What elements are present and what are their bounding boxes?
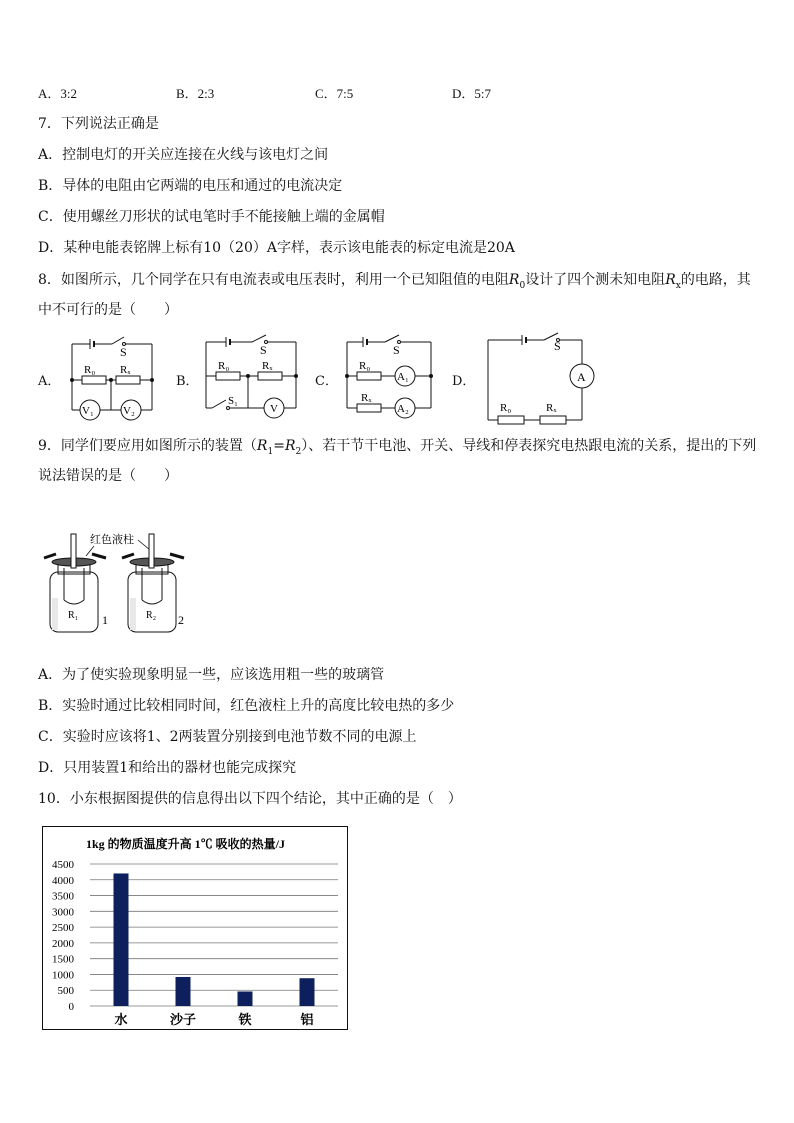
y-tick-label: 1000: [52, 969, 74, 982]
circuit-c: [343, 330, 435, 422]
y-tick-label: 4000: [52, 874, 74, 887]
jar2-number: 2: [178, 613, 184, 627]
circuit-c-label: C．: [315, 374, 338, 389]
circuit-b-label: B．: [176, 374, 199, 389]
bar-0: [114, 873, 129, 1006]
y-tick-label: 2500: [52, 922, 74, 935]
jars-figure: [40, 528, 190, 640]
circuit-d-rx-label: Rₓ: [546, 402, 557, 414]
q10-stem: 10．小东根据图提供的信息得出以下四个结论，其中正确的是（ ）: [38, 791, 462, 807]
q9-option-b: B．实验时通过比较相同时间，红色液柱上升的高度比较电热的多少: [38, 698, 455, 714]
circuit-c-a1: A₁: [397, 371, 409, 383]
circuit-a-r0-label: R₀: [84, 364, 96, 376]
circuit-a-rx-label: Rₓ: [120, 364, 131, 376]
circuit-c-switch-label: S: [393, 343, 400, 357]
q7-option-d: D．某种电能表铭牌上标有10（20）A字样，表示该电能表的标定电流是20A: [38, 240, 515, 256]
q9-stem: 9．同学们要应用如图所示的装置$(R_1=R_2)$、若干节干电池、开关、导线和停表探究电热跟电流的关系，提出的下列: [38, 438, 757, 457]
q8-stem: 8．如图所示，几个同学在只有电流表或电压表时，利用一个已知阻值的电阻$R_0$设计了四个测未知电阻$R_x$的电路，其: [38, 272, 751, 291]
bar-1: [176, 977, 191, 1006]
circuit-b-v: V: [270, 403, 278, 415]
y-tick-label: 3000: [52, 906, 74, 919]
jar2-resistor: R₂: [146, 610, 157, 621]
q7-option-c: C．使用螺丝刀形状的试电笔时手不能接触上端的金属帽: [38, 209, 385, 225]
q8-stem-line2: 中不可行的是（ ）: [38, 302, 178, 318]
q7-option-a: A．控制电灯的开关应连接在火线与该电灯之间: [38, 147, 329, 163]
circuit-a-v1: V₁: [82, 405, 94, 417]
circuit-b-rx-label: Rₓ: [262, 360, 273, 372]
circuit-c-r0-label: R₀: [359, 360, 371, 372]
x-category-label: 水: [114, 1012, 128, 1027]
bar-3: [300, 978, 315, 1006]
q6-option-a: A．3:2: [38, 86, 78, 101]
bar-2: [238, 991, 253, 1006]
q7-stem: 7．下列说法正确是: [38, 116, 159, 132]
circuit-d-a: A: [577, 370, 586, 384]
x-category-label: 沙子: [169, 1012, 197, 1027]
jar1-number: 1: [102, 613, 108, 627]
circuit-a-v2: V₂: [123, 405, 135, 417]
y-tick-label: 3500: [52, 890, 74, 903]
circuit-a-label: A．: [38, 374, 61, 389]
red-liquid-label: 红色液柱: [90, 534, 134, 546]
circuit-d-switch-label: S: [554, 339, 561, 353]
circuit-d: [484, 330, 596, 426]
circuit-b: [202, 330, 302, 422]
y-tick-label: 0: [68, 1001, 74, 1013]
circuit-b-switch-label: S: [260, 343, 267, 357]
jar1-resistor: R₁: [68, 610, 79, 621]
q9-stem-line2: 说法错误的是（ ）: [38, 468, 178, 484]
circuit-c-a2: A₂: [397, 403, 409, 415]
circuit-a-switch-label: S: [120, 345, 127, 359]
y-tick-label: 2000: [52, 937, 74, 950]
q9-option-d: D．只用装置1和给出的器材也能完成探究: [38, 760, 297, 776]
circuit-b-s1-label: S₁: [228, 395, 238, 407]
q7-option-b: B．导体的电阻由它两端的电压和通过的电流决定: [38, 178, 343, 194]
chart-title: 1kg 的物质温度升高 1℃ 吸收的热量/J: [86, 837, 286, 851]
q9-option-a: A．为了使实验现象明显一些，应该选用粗一些的玻璃管: [38, 667, 385, 683]
y-tick-label: 4500: [52, 859, 74, 871]
q6-option-d: D．5:7: [452, 86, 492, 101]
y-tick-label: 500: [57, 985, 74, 998]
circuit-c-rx-label: Rₓ: [361, 392, 372, 404]
circuit-b-r0-label: R₀: [218, 360, 230, 372]
circuit-d-label: D．: [452, 374, 476, 389]
circuit-d-r0-label: R₀: [500, 402, 512, 414]
x-category-label: 铝: [300, 1012, 314, 1027]
q6-option-c: C．7:5: [315, 86, 354, 101]
circuit-a: [66, 330, 158, 422]
x-category-label: 铁: [238, 1012, 252, 1027]
q9-option-c: C．实验时应该将1、2两装置分别接到电池节数不同的电源上: [38, 729, 417, 745]
q6-option-b: B．2:3: [176, 86, 215, 101]
heat-bar-chart: [42, 826, 348, 1030]
y-tick-label: 1500: [52, 953, 74, 966]
